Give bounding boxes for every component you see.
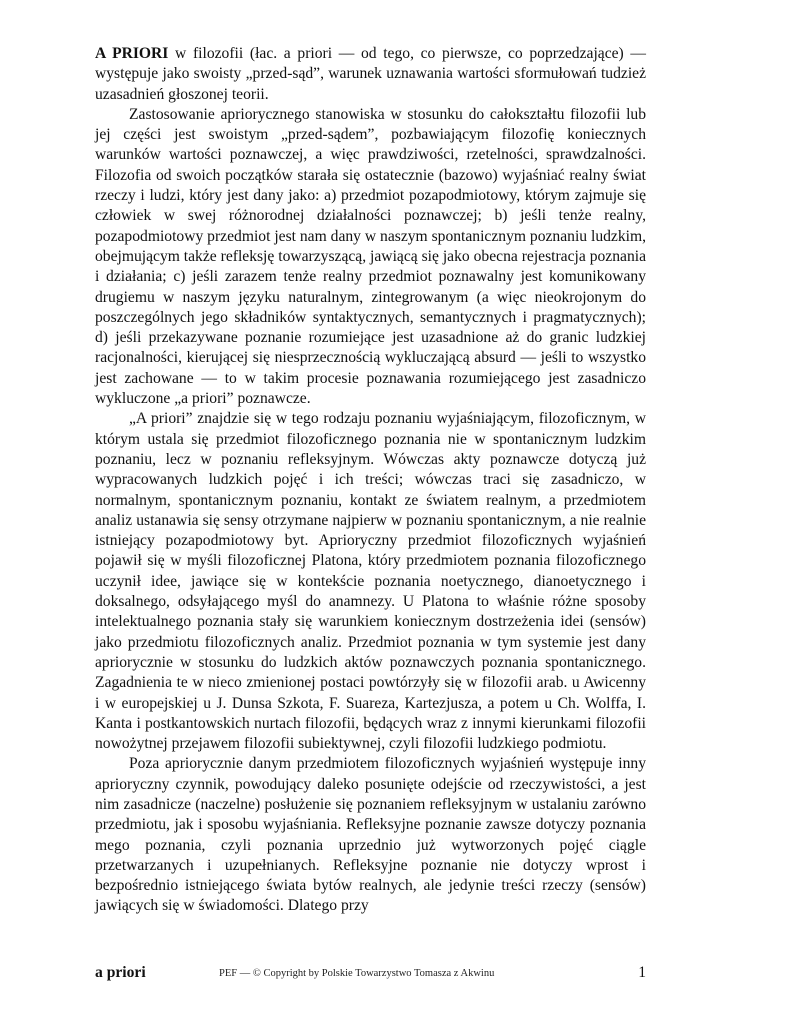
footer-copyright: PEF — © Copyright by Polskie Towarzystwo Tomasza z Akwinu [219,968,495,979]
footer-entry-title: a priori [95,964,146,981]
paragraph-1-text: w filozofii (łac. a priori — od tego, co pierwsze, co poprzedzające) — występuje jako swoisty „przed-sąd”, warunek uznawania wartości sformułowań tudzież uzasadnień głoszonej teorii. [95,45,646,103]
article-body [95,44,646,917]
paragraph-2: Zastosowanie apriorycznego stanowiska w stosunku do całokształtu filozofii lub jej części jest swoistym „przed-sądem”, pozbawiającym filozofię koniecznych warunków wartości poznawczej, a więc prawdziwości, rzetelności, sprawdzalności. Filozofia od swoich początków starała się ostatecznie (bazowo) wyjaśniać realny świat rzeczy i ludzi, który jest dany jako: a) przedmiot pozapodmiotowy, którym zajmuje się człowiek w swej różnorodnej działalności poznawczej; b) jeśli tenże realny, pozapodmiotowy przedmiot jest nam dany w naszym spontanicznym poznaniu ludzkim, obejmującym także refleksję towarzyszącą, jawiącą się jako obecna rejestracja poznania i działania; c) jeśli zarazem tenże realny przedmiot poznawalny jest komunikowany drugiemu w naszym języku naturalnym, zintegrowanym (a więc nieokrojonym do poszczególnych jego składników syntaktycznych, semantycznych i pragmatycznych); d) jeśli przekazywane poznanie rozumiejące jest uzasadnione aż do granic ludzkiej racjonalności, kierującej się niesprzecznością wykluczającą absurd — jeśli to wszystko jest zachowane — to w takim procesie poznawania rozumiejącego jest zasadniczo wykluczone „a priori” poznawcze. [95,105,646,408]
entry-term: A PRIORI [95,45,169,62]
page-footer [95,964,646,986]
paragraph-1 [95,44,646,105]
paragraph-4: Poza apriorycznie danym przedmiotem filozoficznych wyjaśnień występuje inny aprioryczny czynnik, powodujący daleko posunięte odejście od rzeczywistości, a jest nim zasadnicze (naczelne) posłużenie się poznaniem refleksyjnym w ustalaniu zarówno przedmiotu, jak i sposobu wyjaśniania. Refleksyjne poznanie zawsze dotyczy poznania mego poznania, czyli poznania uprzednio już wytworzonych pojęć ciągle przetwarzanych i uzupełnianych. Refleksyjne poznanie nie dotyczy wprost i bezpośrednio istniejącego świata bytów realnych, ale jedynie treści rzeczy (sensów) jawiących się w świadomości. Dlatego przy [95,755,646,915]
paragraph-3: „A priori” znajdzie się w tego rodzaju poznaniu wyjaśniającym, filozoficznym, w którym ustala się przedmiot filozoficznego poznania nie w spontanicznym ludzkim poznaniu, lecz w poznaniu refleksyjnym. Wówczas akty poznawcze dotyczą już wypracowanych ludzkich pojęć i ich treści; wówczas traci się zasadniczo, w normalnym, spontanicznym poznaniu, kontakt ze światem realnym, a przedmiotem analiz ustanawia się sensy otrzymane najpierw w poznaniu spontanicznym, a nie realnie istniejący pozapodmiotowy byt. Aprioryczny przedmiot filozoficznych wyjaśnień pojawił się w myśli filozoficznej Platona, który przedmiotem poznania filozoficznego uczynił idee, jawiące się w kontekście poznania noetycznego, dianoetycznego i doksalnego, odsyłającego myśl do anamnezy. U Platona to właśnie różne sposoby intelektualnego poznania stały się warunkiem koniecznym dostrzeżenia idei (sensów) jako przedmiotu filozoficznych analiz. Przedmiot poznania w tym systemie jest dany apriorycznie w stosunku do ludzkich aktów poznawczych poznania spontanicznego. Zagadnienia te w nieco zmienionej postaci powtórzyły się w filozofii arab. u Awicenny i w europejskiej u J. Dunsa Szkota, F. Suareza, Kartezjusza, a potem u Ch. Wolffa, I. Kanta i postkantowskich nurtach filozofii, będących wraz z innymi kierunkami filozofii nowożytnej przejawem filozofii subiektywnej, czyli filozofii ludzkiego podmiotu. [95,410,646,753]
page-number: 1 [638,964,646,981]
